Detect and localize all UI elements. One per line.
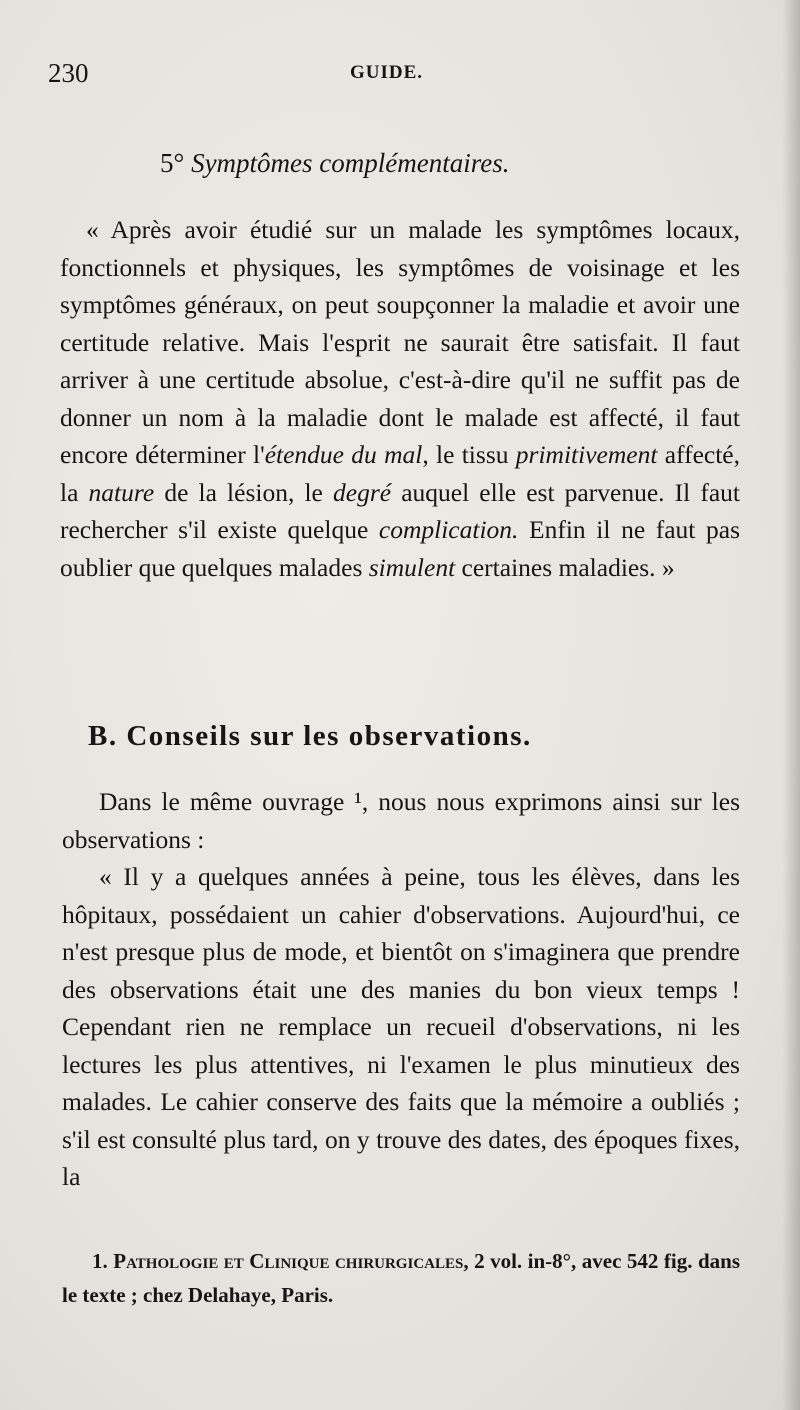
paragraph-text: Enfin il ne faut pas oublier que quelques malades xyxy=(60,515,740,582)
italic-phrase: étendue du mal xyxy=(264,440,423,469)
subsection-heading: B. Conseils sur les observations. xyxy=(88,720,532,752)
italic-phrase: nature xyxy=(88,477,155,507)
footnote-title: Pathologie et Clinique chirurgicales xyxy=(113,1249,464,1273)
footnote-text: , 2 vol. in-8°, avec 542 fig. dans le texte ; chez Delahaye, Paris. xyxy=(62,1249,741,1307)
page-edge-shadow xyxy=(782,0,800,1410)
paragraph-text: , le tissu xyxy=(422,440,516,469)
paragraph-intro: Dans le même ouvrage ¹, nous nous exprimons ainsi sur les observations : xyxy=(62,787,740,854)
italic-phrase: complication. xyxy=(378,515,519,544)
footnote xyxy=(62,1244,740,1312)
paragraph-text: de la lésion, le xyxy=(154,477,333,507)
paragraph-observations: « Il y a quelques années à peine, tous les élèves, dans les hôpitaux, possédaient un cahier d'observations. Aujourd'hui, ce n'est presque plus de mode, et bientôt on s'imaginera que prendre des observations était une des manies du bon vieux temps ! Cependant rien ne remplace un recueil d'observations, ni les lectures les plus attentives, ni l'examen le plus minutieux des malades. Le cahier conserve des faits que la mémoire a oubliés ; s'il est consulté plus tard, on y trouve des dates, des époques fixes, la xyxy=(62,862,740,1191)
paragraph-symptomes xyxy=(60,211,740,586)
italic-phrase: simulent xyxy=(368,552,456,582)
italic-phrase: primitivement xyxy=(515,440,658,469)
running-head: GUIDE. xyxy=(350,62,424,83)
italic-phrase: degré xyxy=(333,477,392,507)
page-number: 230 xyxy=(48,58,89,88)
paragraph-text: « Après avoir étudié sur un malade les symptômes locaux, fonctionnels et physiques, les symptômes de voisinage et les symptômes généraux, on peut soupçonner la maladie et avoir une certitude relative. Mais l'esprit ne saurait être satisfait. Il faut arriver à une certitude absolue, c'est-à-dire qu'il ne suffit pas de donner un nom à la maladie dont le malade est affecté, il faut encore déterminer l' xyxy=(60,215,740,469)
paragraph-text: auquel elle est parvenue. Il faut rechercher s'il existe quelque xyxy=(60,477,740,544)
section-number: 5° xyxy=(160,148,185,178)
section-title: Symptômes complémentaires. xyxy=(191,148,510,178)
paragraph-text: affecté, la xyxy=(60,440,740,507)
paragraph-text: certaines maladies. » xyxy=(455,552,675,582)
footnote-marker: 1. xyxy=(92,1249,108,1273)
section-heading xyxy=(160,148,510,179)
